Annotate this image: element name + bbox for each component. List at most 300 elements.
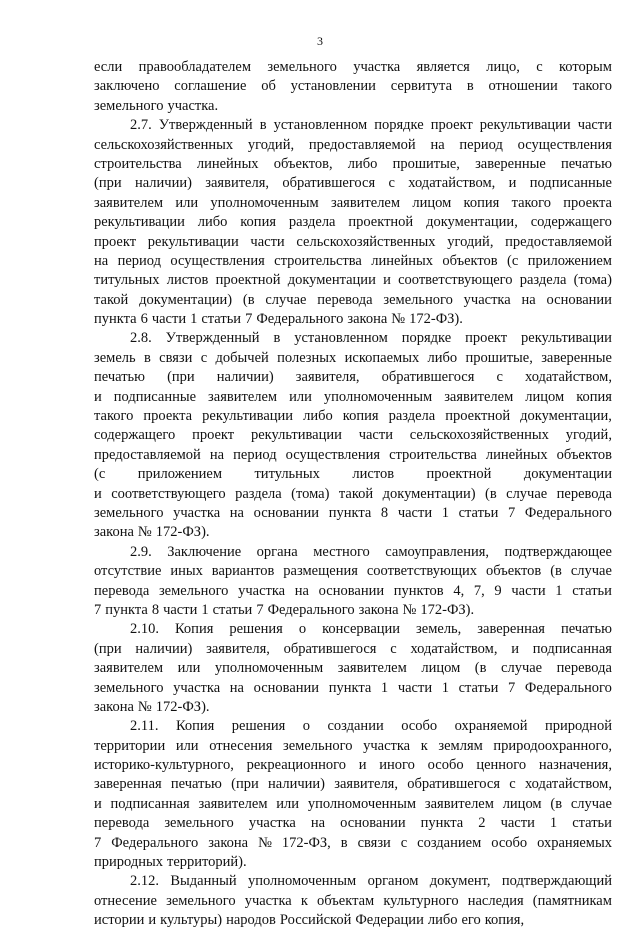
word: листов [352,466,395,483]
text-line [94,620,612,639]
word: закона [358,601,399,618]
word: копия [240,214,276,231]
word: Федерального [524,504,612,521]
word: заявителя, [205,175,270,192]
text-line [94,756,612,775]
word: и [511,640,519,657]
word: порядке [374,117,424,134]
word: отнесение [94,892,157,909]
word: подписанные [113,388,197,405]
word: уполномоченным [247,873,357,890]
word: 7, [473,582,485,599]
word: местного [313,543,370,560]
word: в [466,78,474,95]
word: и [94,795,102,812]
word: или [175,737,199,754]
word: либо [347,155,378,172]
word: Копия [174,621,214,638]
word: лицом [525,388,565,405]
text-line [94,504,612,523]
word: землям [438,737,483,754]
word: печатью [94,369,145,386]
word: ходатайством, [525,369,612,386]
word: установленном [294,330,388,347]
word: заявителем [208,388,278,405]
word: если [94,59,123,75]
word: (при [94,175,122,192]
paragraph-item-2-8 [94,329,612,542]
word: с [400,834,408,851]
word: 7 [256,601,264,618]
word: Российской [279,912,352,929]
word: лицо, [486,59,520,75]
text-line [94,329,612,348]
word: прошитые, [392,155,460,172]
word: раздела [235,485,282,502]
word: заключено [94,78,160,95]
word: случае [570,563,612,580]
text-line [94,194,612,213]
word: документации [287,272,376,289]
word: документации) [382,485,476,502]
word: культуры) [160,912,223,929]
word: 2.7. [130,117,152,134]
word: основании [318,582,385,599]
word: № [137,698,152,715]
text-line [94,291,612,310]
word: части [163,601,198,618]
word: Заключение [167,543,242,560]
word: об [261,78,276,95]
word: ходатайством, [410,640,498,657]
word: в [259,117,267,134]
word: угодий, [447,233,494,250]
word: подписанные [529,175,612,192]
word: самоуправления, [385,543,490,560]
word: органа [256,543,298,560]
word: 7 [507,679,516,696]
word: части [250,233,285,250]
word: наследия [467,892,524,909]
word: 1 [380,679,389,696]
word: с [390,640,397,657]
word: заявителем [337,660,407,677]
word: перевода [556,660,612,677]
word: сельскохозяйственных [409,427,549,444]
word: 1 [201,601,209,618]
word: Копия [175,718,215,735]
word: с [388,175,395,192]
word: и [358,757,367,774]
word: органом [367,873,419,890]
word: проект [94,233,137,250]
word: обратившегося [282,175,376,192]
text-line [94,582,612,601]
document-body [94,58,612,931]
word: земельного [164,815,234,832]
word: соответствующего [398,272,513,289]
word: печатью [170,776,222,793]
word: (тома) [573,272,612,289]
word: земельного [94,97,164,114]
word: период [233,446,277,463]
word: 1 [441,679,449,696]
word: земельного [94,504,164,521]
word: установлении [290,78,376,95]
word: 172-ФЗ). [420,601,475,618]
word: в [273,330,281,347]
word: территорий). [166,854,247,871]
word: особо [491,834,528,851]
word: с [200,349,208,366]
word: охраняемой [454,718,528,735]
word: земельного [94,679,164,696]
word: копия [576,388,612,405]
word: 2.12. [130,873,159,890]
word: культурного [383,892,459,909]
word: Федерального [111,834,199,851]
word: (в [550,795,563,812]
word: либо [427,912,458,929]
word: раздела [519,272,567,289]
word: 7 [94,601,102,618]
word: Выданный [170,873,237,890]
word: лицом [502,795,542,812]
word: создании [327,718,384,735]
word: проектной [215,272,281,289]
word: и [148,912,157,929]
word: № [258,834,272,851]
word: природоохранного, [493,737,612,754]
word: земельного [267,59,337,75]
word: документ, [429,873,491,890]
word: участка. [167,97,219,114]
word: соответствующих [366,563,478,580]
word: подписанная [110,795,190,812]
word: предоставляемой [505,233,612,250]
word: перевода [94,815,150,832]
word: такого [511,194,551,211]
text-line [94,136,612,155]
word: участка [248,815,296,832]
page-number: 3 [317,34,323,48]
word: статьи [458,679,499,696]
text-line [94,775,612,794]
word: и [94,485,102,502]
word: 4, [453,582,465,599]
word: документации, [426,214,518,231]
word: земельного [383,291,453,308]
word: документации, [520,408,612,425]
word: и [383,272,391,289]
word: перевода [94,582,150,599]
word: рекультивации [521,330,612,347]
word: пунктов [393,582,444,599]
word: печатью [560,155,612,172]
text-line [94,601,612,620]
word: № [137,524,152,541]
word: такого [572,78,612,95]
word: лицом [421,660,461,677]
word: на [229,504,244,521]
word: природных [94,854,163,871]
word: 8 [380,504,389,521]
word: такого [94,408,134,425]
word: о [298,621,307,638]
paragraph-item-2-12 [94,872,612,930]
word: закона [94,524,134,541]
word: заявителя, [295,369,360,386]
word: рекультивации [202,408,294,425]
paragraph-item-2-11 [94,717,612,872]
word: сервитута [390,78,452,95]
word: заверенные [475,155,546,172]
word: 1 [190,311,198,328]
text-line [94,97,612,116]
word: уполномоченным [307,795,417,812]
word: угодий, [565,427,612,444]
word: заверенная [477,621,545,638]
word: участка [238,582,286,599]
text-line [94,853,612,872]
word: соглашение [174,78,247,95]
text-line [94,174,612,193]
word: 2.9. [130,543,152,560]
word: к [420,737,428,754]
text-line [94,155,612,174]
word: 172-ФЗ). [155,698,210,715]
word: Утвержденный [158,117,253,134]
word: участка [244,892,292,909]
word: пункта [328,504,372,521]
word: истории [94,912,145,929]
word: к [300,892,308,909]
word: ценного [476,757,527,774]
word: рекультивации [250,427,342,444]
word: является [416,59,470,75]
word: (тома) [291,485,330,502]
word: размещения [283,563,358,580]
text-line [94,814,612,833]
word: заявителя, [334,776,398,793]
paragraph-item-2-7 [94,116,612,329]
word: случае [506,485,548,502]
word: участка [353,59,401,75]
word: 7 [245,311,253,328]
word: части [358,427,393,444]
word: предоставляемой [308,136,416,153]
text-line [94,543,612,562]
word: части [397,504,433,521]
word: 2.11. [130,718,159,735]
word: осуществления [517,136,612,153]
word: случае [265,291,307,308]
text-line [94,679,612,698]
word: содержащего [530,214,612,231]
word: проект [430,117,473,134]
word: 2 [478,815,486,832]
word: линейных [196,155,259,172]
word: подписанная [532,640,612,657]
word: сельскохозяйственных [296,233,436,250]
text-line [94,465,612,484]
word: земель [94,349,136,366]
word: проектной [426,466,492,483]
word: заявителем [330,194,401,211]
text-line [94,717,612,736]
word: перевода [317,291,373,308]
word: особо [427,757,464,774]
word: народов [226,912,276,929]
word: на [310,815,326,832]
word: листов [166,272,209,289]
word: 1 [549,815,558,832]
text-line [94,310,612,329]
text-line [94,640,612,659]
word: прошитые, [465,349,533,366]
word: обратившегося [283,640,377,657]
word: проектной [445,408,511,425]
word: лицом [412,194,452,211]
word: титульных [94,272,160,289]
word: его [461,912,481,929]
word: части [500,815,535,832]
word: добычей [215,349,269,366]
word: уполномоченным [214,660,324,677]
word: обратившегося [381,369,475,386]
word: в [340,834,348,851]
word: статьи [572,815,612,832]
word: порядке [401,330,452,347]
word: статьи [201,311,242,328]
word: (в [550,563,562,580]
paragraph-item-2-10 [94,620,612,717]
word: Федерального [256,311,344,328]
word: заявителем [94,194,164,211]
text-line [94,271,612,290]
word: либо [303,408,333,425]
word: правообладателем [138,59,252,75]
word: уполномоченным [210,194,319,211]
word: (при [167,369,195,386]
word: закона [208,834,249,851]
word: на [94,252,109,269]
word: и [508,175,517,192]
word: основании [546,291,612,308]
word: природной [544,718,612,735]
text-line [94,252,612,271]
text-line [94,872,612,891]
text-line [94,659,612,678]
word: заверенная [94,776,162,793]
word: период [117,252,162,269]
word: осуществления [285,446,381,463]
word: и [94,388,102,405]
word: заверенные [541,349,612,366]
word: строительства [274,252,362,269]
word: предоставляемой [94,446,201,463]
word: с [509,776,516,793]
word: угодий, [247,136,295,153]
text-line [94,407,612,426]
word: земель, [416,621,462,638]
word: 2.8. [130,330,152,347]
text-line [94,388,612,407]
word: заявителем [198,795,268,812]
text-line [94,795,612,814]
word: ископаемых [344,349,420,366]
word: документации) [139,291,233,308]
word: наличии) [268,776,325,793]
word: части [511,582,546,599]
word: такой [94,291,129,308]
word: приложением [527,252,612,269]
word: которым [558,59,612,75]
word: ходатайством, [524,776,612,793]
text-line [94,911,612,930]
word: земельного [283,737,353,754]
word: объектов [442,252,498,269]
word: части [577,117,612,134]
text-line [94,77,612,96]
word: или [276,795,300,812]
word: рекультивации [479,117,571,134]
text-line [94,233,612,252]
word: заявителя, [206,640,270,657]
word: назначения, [538,757,612,774]
word: отнесения [209,737,273,754]
word: Федерального [267,601,355,618]
word: на [521,291,536,308]
word: Утвержденный [165,330,260,347]
word: земельного [158,582,229,599]
word: пункта [420,815,464,832]
word: 1 [555,582,563,599]
text-line [94,892,612,911]
word: проект [192,427,235,444]
word: связи [159,349,193,366]
paragraph-continuation [94,58,612,116]
word: 2.10. [130,621,159,638]
text-line [94,116,612,135]
word: проектной [348,214,414,231]
text-line [94,58,612,77]
word: созданием [417,834,482,851]
word: линейных [371,252,433,269]
word: перевода [556,485,612,502]
word: уполномоченным [323,388,433,405]
word: линейных [485,446,548,463]
word: (с [507,252,519,269]
word: (при [94,640,122,657]
word: с [496,369,503,386]
word: объектов [556,446,612,463]
word: объектам [317,892,375,909]
word: иных [170,563,203,580]
word: решения [231,718,286,735]
word: наличии) [134,175,192,192]
word: пункта [105,601,148,618]
word: проекта [563,194,612,211]
text-line [94,368,612,387]
word: копия, [484,912,525,929]
word: участка [173,679,221,696]
word: заявителем [94,660,164,677]
word: строительства [389,446,477,463]
word: осуществления [170,252,265,269]
word: наличии) [216,369,274,386]
word: № [391,311,406,328]
